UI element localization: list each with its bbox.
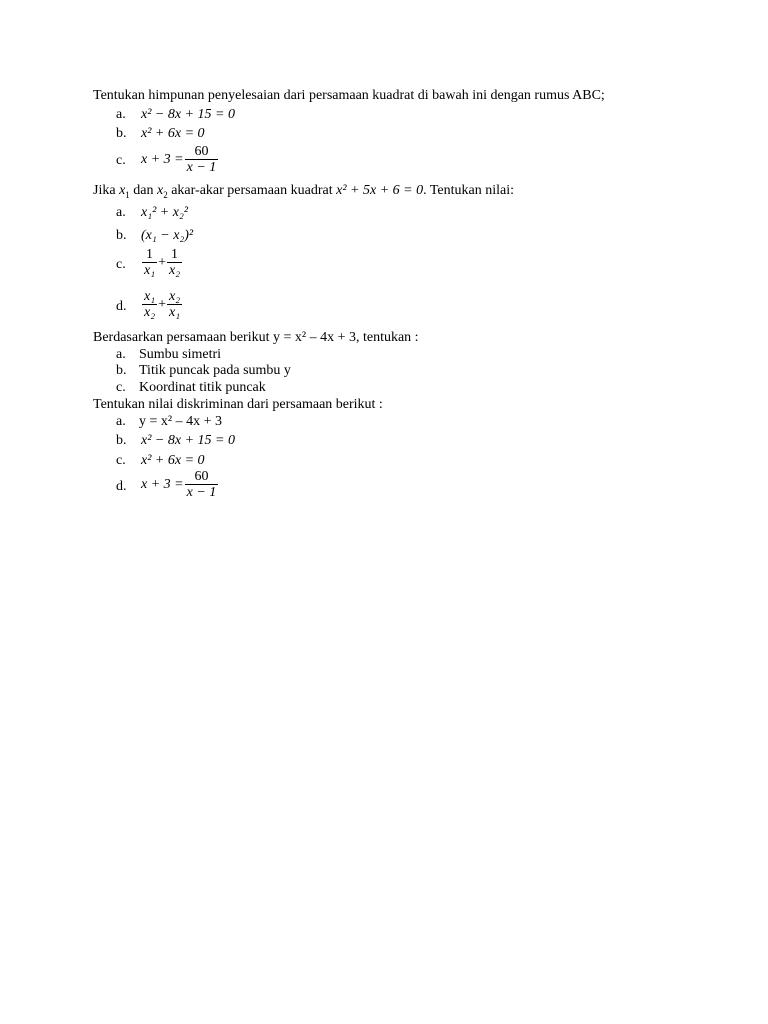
s1-item-c-expr [141,144,219,175]
s1-item-c-denominator: x − 1 [186,160,217,175]
s2-item-d-fraction2 [167,289,182,320]
s2-conj: dan [133,183,154,198]
s3-item-c-label: c. [116,380,126,395]
s2-item-d-fraction1 [142,289,157,320]
s2-item-c-op: + [158,254,166,270]
s2-item-b-expr: (x₁ − x₂)² [141,228,194,243]
s4-item-d-numerator: 60 [194,469,209,484]
s3-item-b-text: Titik puncak pada sumbu y [139,363,291,378]
s1-item-c-fraction [185,144,219,175]
s2-item-c-num1: 1 [146,247,154,262]
s2-equation: x² + 5x + 6 = 0 [336,183,424,198]
s2-item-d-num1: x₁ [144,289,156,304]
s4-item-d-denominator: x − 1 [186,485,217,500]
s3-item-b-label: b. [116,363,127,378]
section4-instruction: Tentukan nilai diskriminan dari persamaan berikut : [93,397,383,412]
s2-item-d-den2: x₁ [169,305,181,320]
section3-instruction: Berdasarkan persamaan berikut y = x² – 4x + 3, tentukan : [93,330,419,345]
s4-item-d-expr [141,469,219,500]
s2-prefix: Jika [93,183,116,198]
s2-item-b-label: b. [116,228,127,243]
section1-instruction: Tentukan himpunan penyelesaian dari persamaan kuadrat di bawah ini dengan rumus ABC; [93,88,605,103]
s4-item-b-label: b. [116,433,127,448]
s2-var2: x [157,183,164,198]
s1-item-c-numerator: 60 [194,144,209,159]
section2-instruction [93,183,514,199]
s2-var1-sub: 1 [125,189,130,200]
s4-item-a-label: a. [116,414,126,429]
s2-item-c-expr [141,247,183,278]
s2-var1: x [119,183,126,198]
s4-item-c-label: c. [116,453,126,468]
s3-item-a-label: a. [116,347,126,362]
s2-item-a-expr: x₁² + x₂² [141,205,189,220]
s1-item-b-expr: x² + 6x = 0 [141,126,205,141]
s2-item-c-fraction2 [167,247,182,278]
s1-item-c-label: c. [116,153,126,168]
s1-item-c-lhs: x + 3 = [141,151,184,167]
s4-item-b-expr: x² − 8x + 15 = 0 [141,433,235,448]
s1-item-b-label: b. [116,126,127,141]
s2-item-c-label: c. [116,257,126,272]
s2-item-d-label: d. [116,299,127,314]
s3-item-c-text: Koordinat titik puncak [139,380,266,395]
s2-item-d-op: + [158,296,166,312]
s2-item-a-label: a. [116,205,126,220]
s2-item-d-num2: x₂ [169,289,181,304]
s1-item-a-expr: x² − 8x + 15 = 0 [141,107,235,122]
s2-item-c-fraction1 [142,247,157,278]
s2-item-c-den1: x₁ [144,263,156,278]
s3-item-a-text: Sumbu simetri [139,347,222,362]
s4-item-a-expr: y = x² – 4x + 3 [139,414,222,429]
s2-mid: akar-akar persamaan kuadrat [171,183,333,198]
s4-item-d-label: d. [116,479,127,494]
s4-item-d-fraction [185,469,219,500]
s4-item-c-expr: x² + 6x = 0 [141,453,205,468]
s2-item-c-den2: x₂ [169,263,181,278]
s2-suffix: . Tentukan nilai: [423,183,515,198]
s1-item-a-label: a. [116,107,126,122]
s2-item-c-num2: 1 [171,247,179,262]
s2-item-d-expr [141,289,183,320]
s2-var2-sub: 2 [163,189,168,200]
s2-item-d-den1: x₂ [144,305,156,320]
s4-item-d-lhs: x + 3 = [141,476,184,492]
